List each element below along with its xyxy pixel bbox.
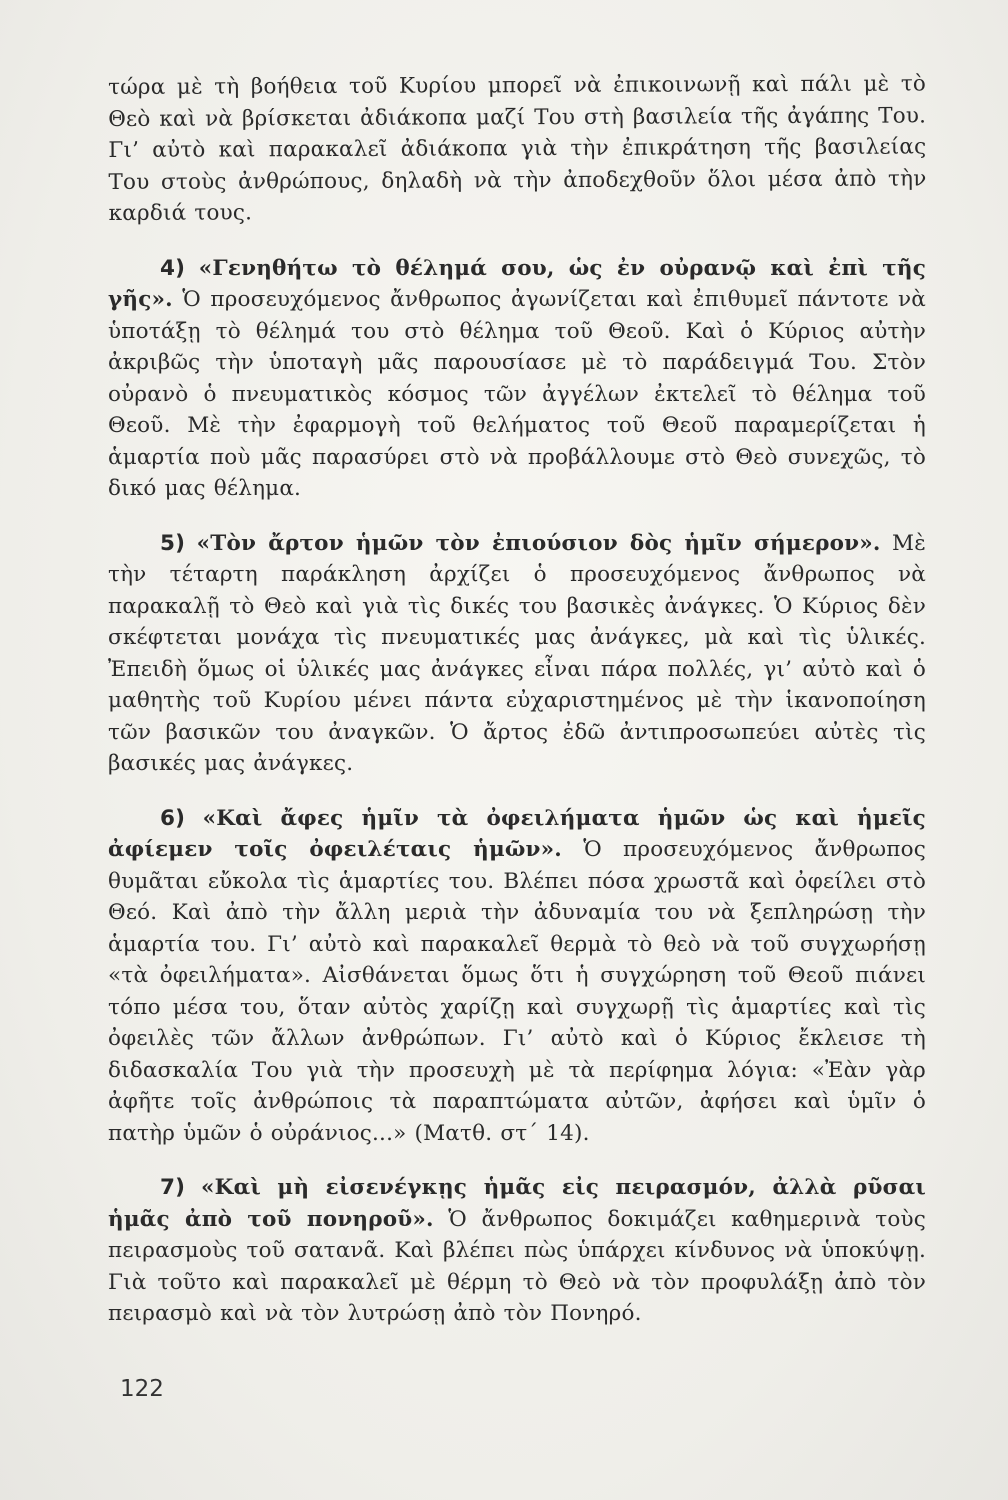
section-7 <box>108 1172 926 1330</box>
section-6-body: Ὁ προσευχόμενος ἄνθρωπος θυμᾶται εὔκολα τὶς ἁμαρτίες του. Βλέπει πόσα χρωστᾶ καὶ ὀφείλει στὸ Θεό. Καὶ ἀπὸ τὴν ἄλλη μεριὰ τὴν ἀδυναμία του νὰ ξεπληρώσῃ τὴν ἁμαρτία του. Γι’ αὐτὸ καὶ παρακαλεῖ θερμὰ τὸ θεὸ νὰ τοῦ συγχωρήσῃ «τὰ ὀφειλήματα». Αἰσθάνεται ὅμως ὅτι ἡ συγχώρηση τοῦ Θεοῦ πιάνει τόπο μέσα του, ὅταν αὐτὸς χαρίζῃ καὶ συγχωρῇ τὶς ἁμαρτίες καὶ τὶς ὀφειλὲς τῶν ἄλλων ἀνθρώπων. Γι’ αὐτὸ καὶ ὁ Κύριος ἔκλεισε τὴ διδασκαλία Του γιὰ τὴν προσευχὴ μὲ τὰ περίφημα λόγια: «Ἐὰν γὰρ ἀφῆτε τοῖς ἀνθρώποις τὰ παραπτώματα αὐτῶν, ἀφήσει καὶ ὑμῖν ὁ πατὴρ ὑμῶν ὁ οὐράνιος...» (Ματθ. στ΄ 14). <box>108 837 926 1146</box>
page-number: 122 <box>120 1376 164 1402</box>
section-4 <box>108 253 926 505</box>
section-7-body: Ὁ ἄνθρωπος δοκιμάζει καθημερινὰ τοὺς πειρασμοὺς τοῦ σατανᾶ. Καὶ βλέπει πὼς ὑπάρχει κίνδυνος νὰ ὑποκύψῃ. Γιὰ τοῦτο καὶ παρακαλεῖ μὲ θέρμη τὸ Θεὸ νὰ τὸν προφυλάξῃ ἀπὸ τὸν πειρασμὸ καὶ νὰ τὸν λυτρώσῃ ἀπὸ τὸν Πονηρό. <box>108 1206 926 1326</box>
section-6 <box>108 803 926 1150</box>
section-5-body: Μὲ τὴν τέταρτη παράκληση ἀρχίζει ὁ προσευχόμενος ἄνθρωπος νὰ παρακαλῇ τὸ Θεὸ καὶ γιὰ τὶς δικές του βασικὲς ἀνάγκες. Ὁ Κύριος δὲν σκέφτεται μονάχα τὶς πνευματικές μας ἀνάγκες, μὰ καὶ τὶς ὑλικές. Ἐπειδὴ ὅμως οἱ ὑλικές μας ἀνάγκες εἶναι πάρα πολλές, γι’ αὐτὸ καὶ ὁ μαθητὴς τοῦ Κυρίου μένει πάντα εὐχαριστημένος μὲ τὴν ἱκανοποίηση τῶν βασικῶν του ἀναγκῶν. Ὁ ἄρτος ἐδῶ ἀντιπροσωπεύει αὐτὲς τὶς βασικές μας ἀνάγκες. <box>108 530 926 776</box>
section-7-heading: «Καὶ μὴ εἰσενέγκῃς ἡμᾶς εἰς πειρασμόν, ἀλλὰ ρῦσαι ἡμᾶς ἀπὸ τοῦ πονηροῦ». <box>108 1175 926 1232</box>
section-4-number: 4) <box>160 255 186 281</box>
section-7-number: 7) <box>160 1175 186 1200</box>
text-body <box>108 72 926 1330</box>
section-6-heading: «Καὶ ἄφες ἡμῖν τὰ ὀφειλήματα ἡμῶν ὡς καὶ ἡμεῖς ἀφίεμεν τοῖς ὀφειλέταις ἡμῶν». <box>108 805 926 862</box>
section-5 <box>108 528 926 780</box>
section-5-heading: «Τὸν ἄρτον ἡμῶν τὸν ἐπιούσιον δὸς ἡμῖν σήμερον». <box>196 530 881 556</box>
section-4-heading: «Γενηθήτω τὸ θέλημά σου, ὡς ἐν οὐρανῷ καὶ ἐπὶ τῆς γῆς». <box>108 255 926 312</box>
intro-paragraph: τώρα μὲ τὴ βοήθεια τοῦ Κυρίου μπορεῖ νὰ ἐπικοινωνῇ καὶ πάλι μὲ τὸ Θεὸ καὶ νὰ βρίσκεται ἀδιάκοπα μαζί Του στὴ βασιλεία τῆς ἀγάπης Του. Γι’ αὐτὸ καὶ παρακαλεῖ ἀδιάκοπα γιὰ τὴν ἐπικράτηση τῆς βασιλείας Του στοὺς ἀνθρώπους, δηλαδὴ νὰ τὴν ἀποδεχθοῦν ὅλοι μέσα ἀπὸ τὴν καρδιά τους. <box>108 71 927 226</box>
section-4-body: Ὁ προσευχόμενος ἄνθρωπος ἀγωνίζεται καὶ ἐπιθυμεῖ πάντοτε νὰ ὑποτάξῃ τὸ θέλημά του στὸ θέλημα τοῦ Θεοῦ. Καὶ ὁ Κύριος αὐτὴν ἀκριβῶς τὴν ὑποταγὴ μᾶς παρουσίασε μὲ τὸ παράδειγμά Του. Στὸν οὐρανὸ ὁ πνευματικὸς κόσμος τῶν ἀγγέλων ἐκτελεῖ τὸ θέλημα τοῦ Θεοῦ. Μὲ τὴν ἐφαρμογὴ τοῦ θελήματος τοῦ Θεοῦ παραμερίζεται ἡ ἁμαρτία ποὺ μᾶς παρασύρει στὸ νὰ προβάλλουμε στὸ Θεὸ συνεχῶς, τὸ δικό μας θέλημα. <box>108 287 926 501</box>
section-5-number: 5) <box>160 530 186 556</box>
section-6-number: 6) <box>160 805 186 831</box>
